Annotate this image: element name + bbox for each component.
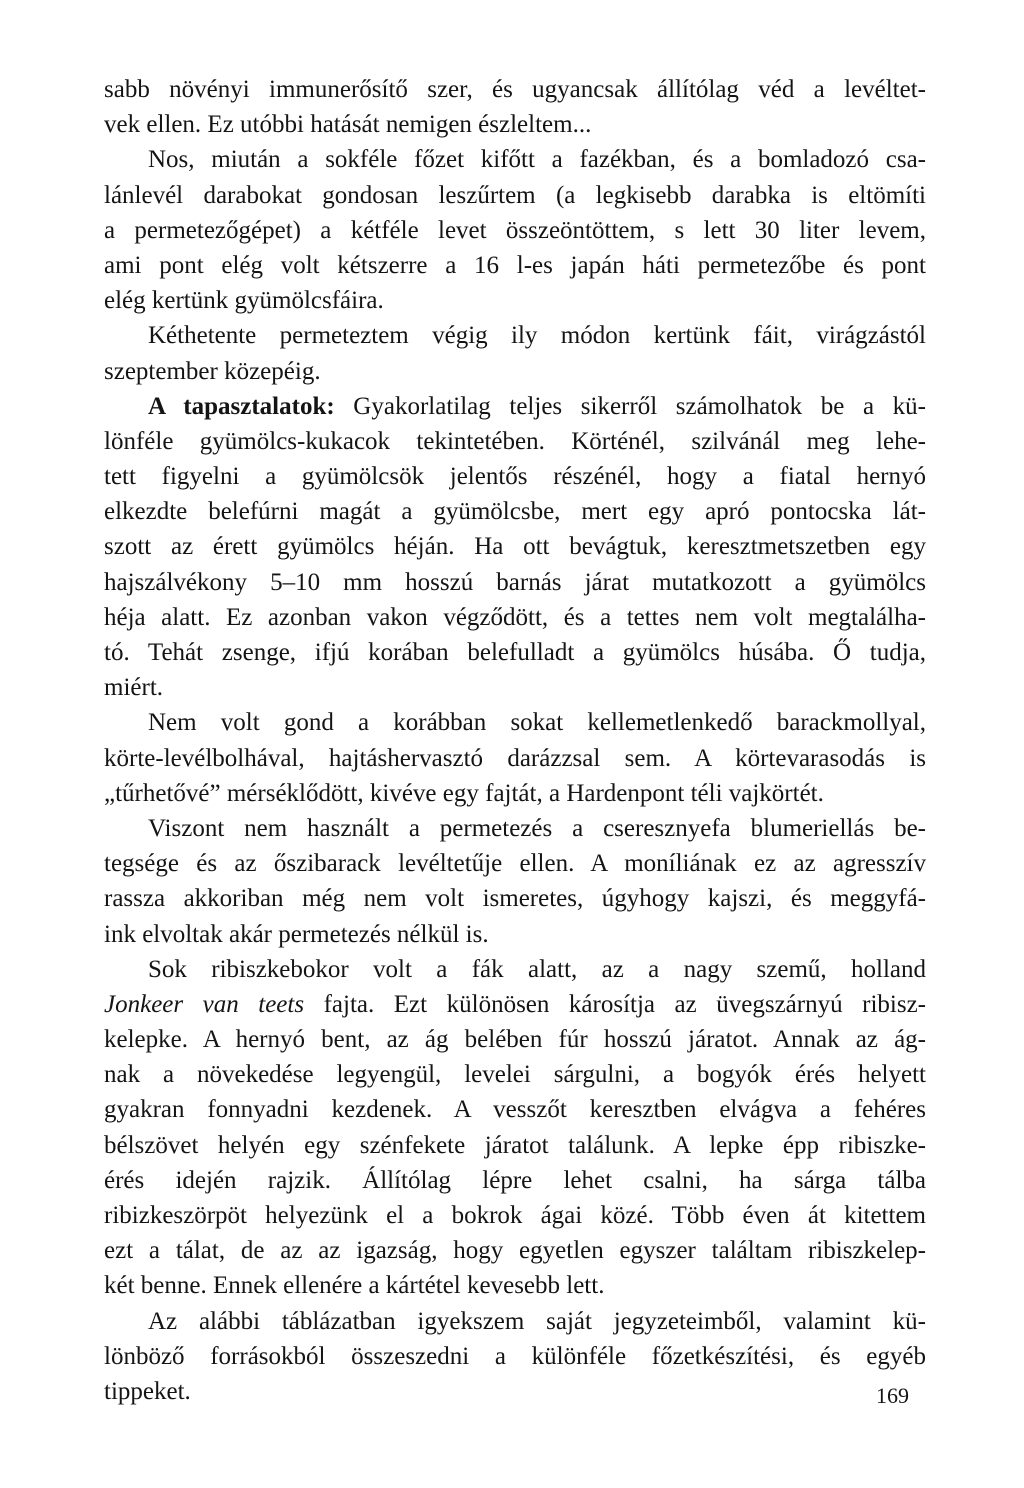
- text-line: miért.: [104, 674, 164, 702]
- text-line: Kéthetente permeteztem végig ily módon kertünk fáit, virágzástól: [148, 322, 926, 350]
- text-line: héja alatt. Ez azonban vakon végződött, és a tettes nem volt megtalálha-: [104, 603, 926, 631]
- text-line: szeptember közepéig.: [104, 357, 321, 385]
- text-line: Az alábbi táblázatban igyekszem saját jegyzeteimből, valamint kü-: [148, 1307, 926, 1335]
- text-line: ink elvoltak akár permetezés nélkül is.: [104, 920, 489, 948]
- text-line: tippeket.: [104, 1377, 191, 1405]
- text-line: elkezdte belefúrni magát a gyümölcsbe, mert egy apró pontocska lát-: [104, 498, 926, 526]
- book-page: [104, 72, 926, 1452]
- paragraph: [104, 1304, 926, 1410]
- paragraph: [104, 72, 926, 142]
- text-line: [104, 389, 926, 424]
- text-line: a permetezőgépet) a kétféle levet összeöntöttem, s lett 30 liter levem,: [104, 216, 926, 244]
- text-line: elég kertünk gyümölcsfáira.: [104, 287, 384, 315]
- text-line: gyakran fonnyadni kezdenek. A vesszőt keresztben elvágva a fehéres: [104, 1096, 926, 1124]
- text-line: hajszálvékony 5–10 mm hosszú barnás járat mutatkozott a gyümölcs: [104, 568, 926, 596]
- text-line: nak a növekedése legyengül, levelei sárgulni, a bogyók érés helyett: [104, 1061, 926, 1089]
- text-run: Gyakorlatilag teljes sikerről számolhatok be a kü-: [334, 392, 926, 420]
- text-line: „tűrhetővé” mérséklődött, kivéve egy fajtát, a Hardenpont téli vajkörtét.: [104, 779, 824, 807]
- text-line: tó. Tehát zsenge, ifjú korában belefulladt a gyümölcs húsába. Ő tudja,: [104, 639, 926, 666]
- paragraph: [104, 142, 926, 318]
- text-line: lönböző forrásokból összeszedni a különféle főzetkészítési, és egyéb: [104, 1342, 926, 1370]
- page-number: 169: [876, 1383, 909, 1408]
- paragraph: [104, 705, 926, 811]
- paragraph: [104, 811, 926, 952]
- text-line: [104, 987, 926, 1022]
- text-line: érés idején rajzik. Állítólag lépre lehet csalni, ha sárga tálba: [104, 1166, 926, 1194]
- text-line: Viszont nem használt a permetezés a cseresznyefa blumeriellás be-: [148, 814, 926, 842]
- text-line: Nem volt gond a korábban sokat kellemetlenkedő barackmollyal,: [148, 709, 926, 737]
- text-run: fajta. Ezt különösen károsítja az üvegszárnyú ribisz-: [304, 990, 926, 1018]
- text-line: rassza akkoriban még nem volt ismeretes, úgyhogy kajszi, és meggyfá-: [104, 885, 926, 913]
- text-line: tegsége és az őszibarack levéltetűje ellen. A moníliának ez az agresszív: [104, 850, 926, 878]
- text-line: sabb növényi immunerősítő szer, és ugyancsak állítólag véd a levéltet-: [104, 76, 926, 103]
- text-line: szott az érett gyümölcs héján. Ha ott bevágtuk, keresztmetszetben egy: [104, 533, 926, 561]
- italic-variety-name: Jonkeer van teets: [104, 990, 305, 1018]
- paragraph: [104, 952, 926, 1304]
- text-line: Nos, miután a sokféle főzet kifőtt a fazékban, és a bomladozó csa-: [148, 146, 926, 174]
- paragraph: [104, 318, 926, 388]
- text-line: lánlevél darabokat gondosan leszűrtem (a legkisebb darabka is eltömíti: [104, 181, 926, 209]
- text-line: tett figyelni a gyümölcsök jelentős részénél, hogy a fiatal hernyó: [104, 463, 926, 491]
- text-line: ribizkeszörpöt helyezünk el a bokrok ágai közé. Több éven át kitettem: [104, 1202, 926, 1229]
- text-line: ami pont elég volt kétszerre a 16 l-es japán háti permetezőbe és pont: [104, 251, 926, 279]
- text-line: ezt a tálat, de az az igazság, hogy egyetlen egyszer találtam ribiszkelep-: [104, 1237, 926, 1265]
- text-line: két benne. Ennek ellenére a kártétel kevesebb lett.: [104, 1272, 605, 1300]
- text-line: lönféle gyümölcs-kukacok tekintetében. Körténél, szilvánál meg lehe-: [104, 427, 926, 455]
- text-line: körte-levélbolhával, hajtáshervasztó darázzsal sem. A körtevarasodás is: [104, 744, 926, 772]
- text-line: bélszövet helyén egy szénfekete járatot találunk. A lepke épp ribiszke-: [104, 1131, 926, 1159]
- bold-lead: A tapasztalatok:: [148, 392, 335, 420]
- text-line: vek ellen. Ez utóbbi hatását nemigen észleltem...: [104, 111, 592, 139]
- paragraph: [104, 389, 926, 706]
- text-line: kelepke. A hernyó bent, az ág belében fúr hosszú járatot. Annak az ág-: [104, 1026, 926, 1054]
- text-line: Sok ribiszkebokor volt a fák alatt, az a nagy szemű, holland: [148, 955, 926, 983]
